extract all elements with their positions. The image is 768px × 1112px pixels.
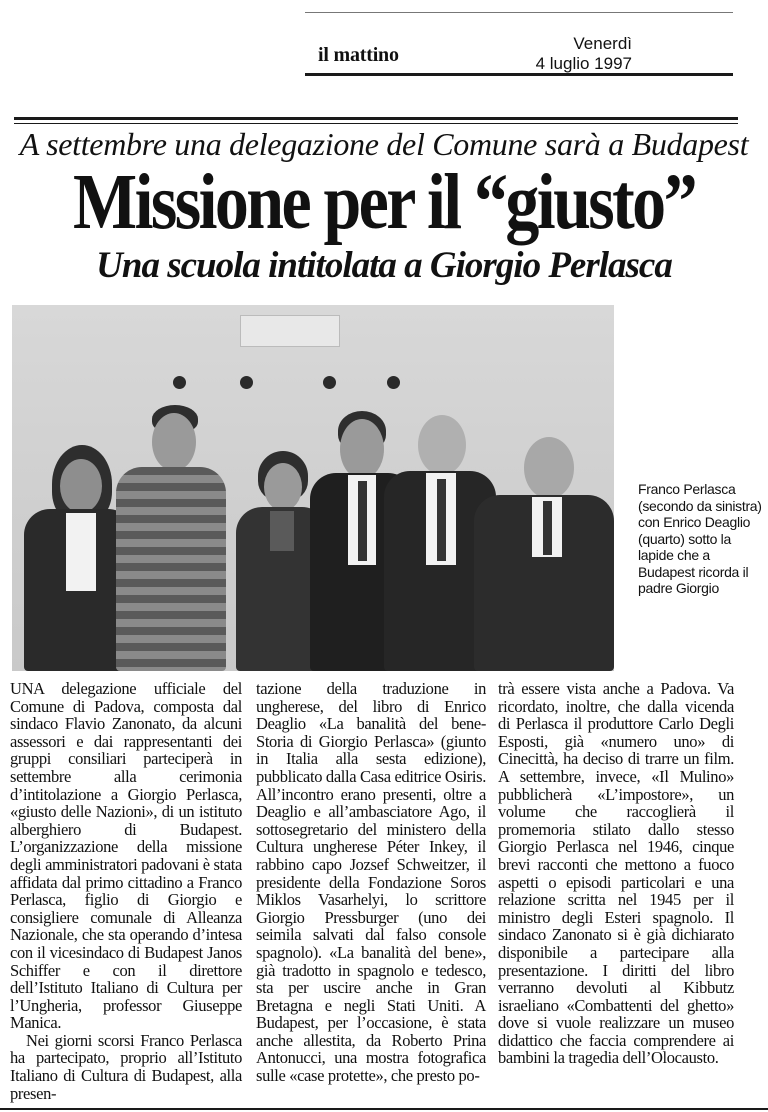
photo-caption: Franco Perlasca (secondo da sinistra) con Enrico Deaglio (quarto) sotto la lapide che a Budapest ricorda il padre Giorgio xyxy=(638,481,762,596)
article-column-1 xyxy=(10,680,242,1102)
memorial-plaque xyxy=(240,315,340,347)
paragraph: UNA delegazione ufficiale del Comune di Padova, composta dal sindaco Flavio Zanonato, da alcuni assessori e dai rappresentanti dei gruppi consiliari parteciperà in settembre alla cerimonia d’intitolazione a Giorgio Perlasca, «giusto delle Nazioni», di un istituto alberghiero di Budapest. L’organizzazione della missione degli amministratori padovani è stata affidata dal primo cittadino a Franco Perlasca, figlio di Giorgio e consigliere comunale di Alleanza Nazionale, che sta operando d’intesa con il vicesindaco di Budapest Janos Schiffer e con il direttore dell’Istituto Italiano di Cultura per l’Ungheria, professor Giuseppe Manica. xyxy=(10,679,242,1033)
wall-rosette xyxy=(173,376,186,389)
article-kicker: A settembre una delegazione del Comune sarà a Budapest xyxy=(19,126,749,162)
group-photo xyxy=(12,305,614,671)
person-2 xyxy=(116,405,226,671)
wall-rosette xyxy=(323,376,336,389)
publication-date xyxy=(508,34,632,74)
date-weekday: Venerdì xyxy=(573,34,632,53)
date-day: 4 luglio 1997 xyxy=(535,54,632,73)
section-rule-thin xyxy=(14,123,738,124)
paragraph: trà essere vista anche a Padova. Va ricordato, inoltre, che dalla vicenda di Perlasca il produttore Carlo Degli Esposti, già «numero uno» di Cinecittà, ha deciso di trarre un film. A settembre, invece, «Il Mulino» pubblicherà «L’impostore», un volume che raccoglierà il promemoria stilato dallo stesso Giorgio Perlasca nel 1946, cinque brevi racconti che mettono a fuoco aspetti o episodi particolari e una relazione scritta nel 1945 per il ministro degli Esteri spagnolo. Il sindaco Zanonato si è già dichiarato disponibile a partecipare alla presentazione. I diritti del libro verranno devoluti al Kibbutz israeliano «Combattenti del ghetto» dove si vuole realizzare un museo didattico che faccia comprendere ai bambini la tragedia dell’Olocausto. xyxy=(498,679,734,1068)
paragraph: Nei giorni scorsi Franco Perlasca ha partecipato, proprio all’Istituto Italiano di Cultura di Budapest, alla presen- xyxy=(10,1030,242,1103)
masthead-bottom-rule xyxy=(305,73,733,76)
masthead-top-rule xyxy=(305,12,733,13)
person-6 xyxy=(474,437,614,671)
newspaper-name: il mattino xyxy=(318,44,399,66)
article-headline: Missione per il “giusto” xyxy=(73,159,695,246)
section-rule xyxy=(14,117,738,120)
article-column-2 xyxy=(256,680,486,1085)
page-bottom-rule xyxy=(0,1108,768,1110)
wall-rosette xyxy=(387,376,400,389)
article-column-3 xyxy=(498,680,734,1067)
wall-rosette xyxy=(240,376,253,389)
paragraph: tazione della traduzione in ungherese, del libro di Enrico Deaglio «La banalità del bene-Storia di Giorgio Perlasca» (giunto in Italia alla sesta edizione), pubblicato dalla Casa editrice Osiris. All’incontro erano presenti, oltre a Deaglio e all’ambasciatore Ago, il sottosegretario del ministero della Cultura ungherese Péter Inkey, il rabbino capo Jozsef Schweitzer, il presidente della Fondazione Soros Miklos Vasarhelyi, lo scrittore Giorgio Pressburger (uno dei seimila salvati dal falso console spagnolo). «La banalità del bene», già tradotto in spagnolo e tedesco, sta per uscire anche in Gran Bretagna e negli Stati Uniti. A Budapest, per l’occasione, è stata anche allestita, da Roberto Prina Antonucci, una mostra fotografica sulle «case protette», che presto po- xyxy=(256,679,487,1086)
article-subhead: Una scuola intitolata a Giorgio Perlasca xyxy=(96,245,672,286)
